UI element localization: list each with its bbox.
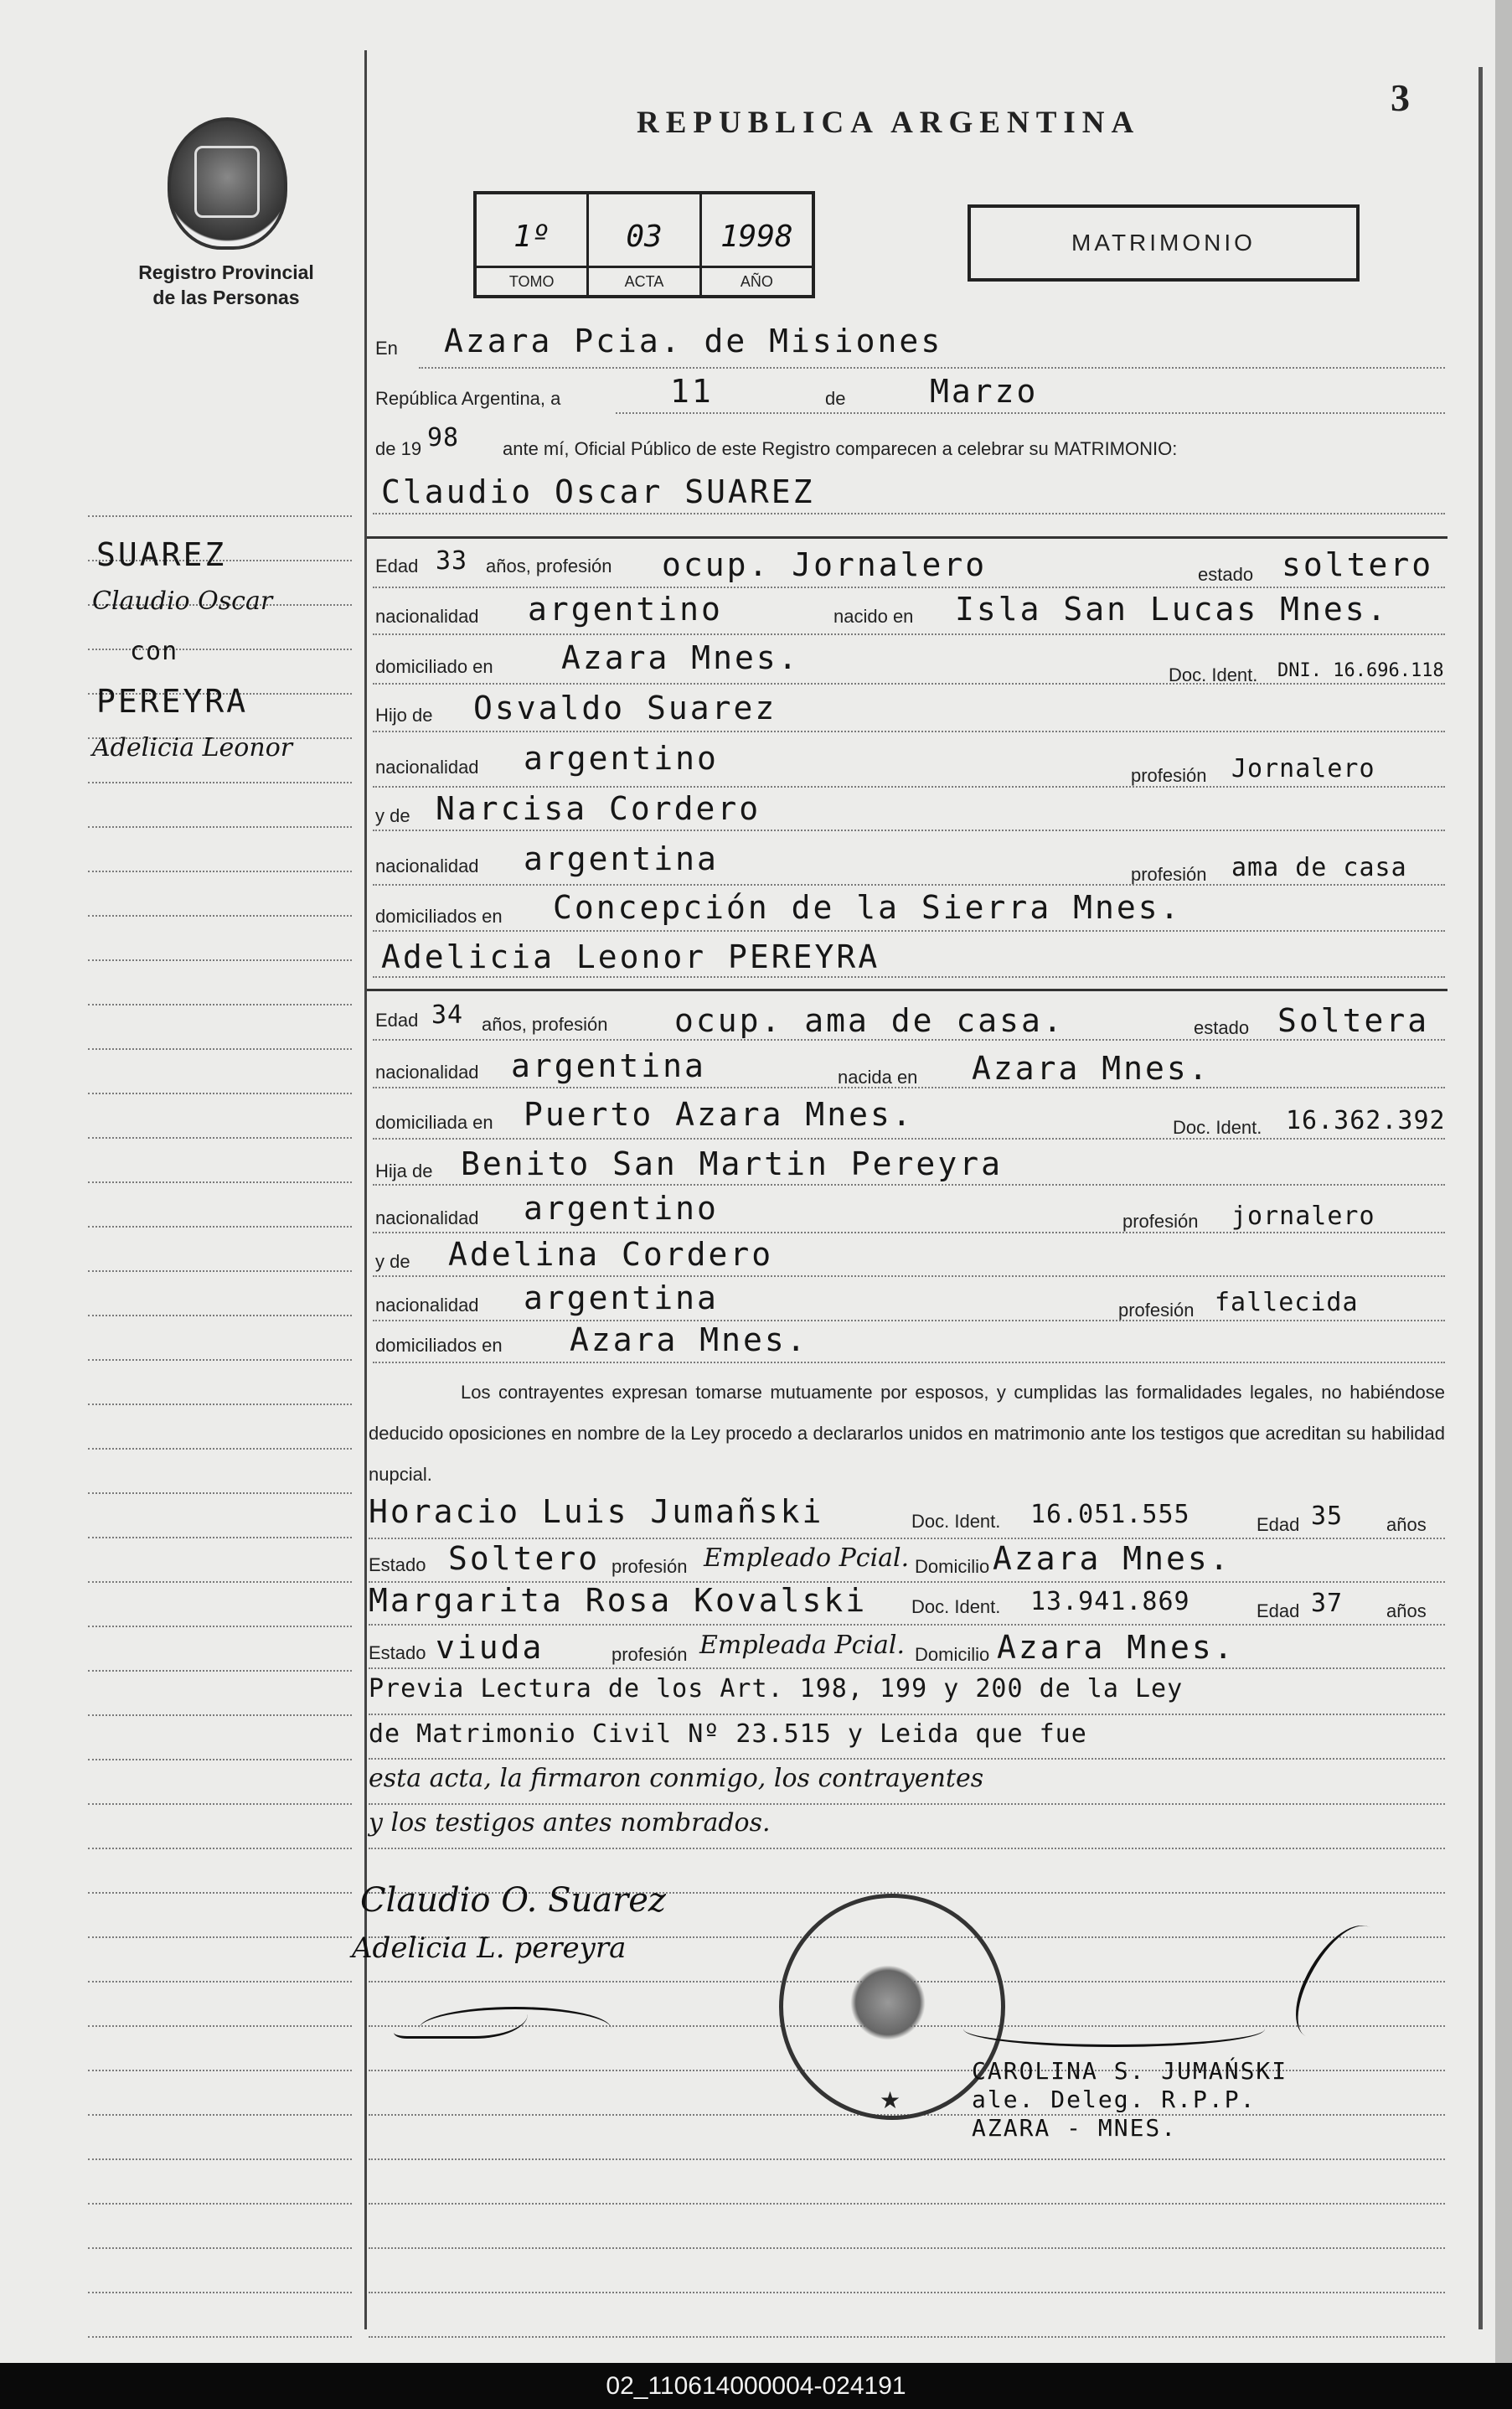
bride-edad-label: Edad	[375, 1010, 419, 1031]
margin-rule-line	[88, 1892, 352, 1894]
stamp-emblem-icon	[850, 1965, 926, 2040]
margin-rule-line	[88, 1848, 352, 1849]
bride-age: 34	[431, 1000, 464, 1030]
bride-nacida-label: nacida en	[838, 1067, 918, 1088]
bride-father-label: Hija de	[375, 1161, 433, 1181]
bride-mother-nationality: argentina	[524, 1279, 719, 1316]
witness1-marital-status: Soltero	[448, 1540, 601, 1577]
en-label: En	[375, 338, 398, 359]
closing-note-line3: esta acta, la firmaron conmigo, los contrayentes	[369, 1764, 984, 1793]
margin-rule-line	[88, 1714, 352, 1716]
bride-father-name: Benito San Martin Pereyra	[461, 1145, 1003, 1182]
record-reference-box	[473, 191, 815, 298]
groom-parents-domicile-label: domiciliados en	[375, 906, 503, 927]
bride-marital-status: Soltera	[1277, 1002, 1430, 1039]
provincial-seal-icon	[168, 117, 287, 250]
margin-note-line4: PEREYRA	[96, 683, 249, 720]
witness1-profesion-label: profesión	[612, 1556, 688, 1577]
groom-mother-nationality: argentina	[524, 840, 719, 877]
bride-mother-label: y de	[375, 1251, 410, 1272]
groom-profession: ocup. Jornalero	[662, 546, 988, 583]
bride-doc-number: 16.362.392	[1286, 1106, 1446, 1135]
margin-rule-line	[88, 1093, 352, 1094]
margin-rule-line	[88, 1448, 352, 1450]
witness2-doc-label: Doc. Ident.	[911, 1596, 1001, 1617]
margin-rule-line	[88, 782, 352, 783]
witness2-profession: Empleada Pcial.	[699, 1631, 906, 1660]
bride-birthplace: Azara Mnes.	[972, 1050, 1210, 1087]
signature-rule-line	[369, 2292, 1445, 2293]
bride-parents-domicile-label: domiciliados en	[375, 1335, 503, 1356]
bride-nationality: argentina	[511, 1047, 706, 1084]
republica-label: República Argentina, a	[375, 388, 561, 409]
groom-profesion-label: años, profesión	[486, 556, 612, 576]
bride-mother-name: Adelina Cordero	[448, 1236, 774, 1273]
margin-rule-line	[88, 1936, 352, 1938]
witness2-profesion-label: profesión	[612, 1644, 688, 1665]
tomo-label: TOMO	[477, 266, 586, 295]
bride-mother-profession: fallecida	[1215, 1288, 1359, 1317]
margin-rule-line	[88, 1048, 352, 1050]
margin-rule-line	[88, 2114, 352, 2116]
de-label: de	[825, 388, 846, 409]
bride-profession: ocup. ama de casa.	[674, 1002, 1065, 1039]
margin-rule-line	[88, 1803, 352, 1805]
ano-cell	[702, 194, 812, 295]
day-value: 11	[670, 373, 714, 410]
witness1-estado-label: Estado	[369, 1554, 426, 1575]
acta-value: 03	[626, 220, 663, 254]
acta-cell	[589, 194, 701, 295]
groom-marital-status: soltero	[1282, 546, 1434, 583]
margin-rule-line	[88, 915, 352, 917]
groom-nationality: argentino	[528, 591, 723, 628]
witness2-marital-status: viuda	[436, 1629, 544, 1666]
groom-father-nationality: argentino	[524, 740, 719, 777]
witness1-edad-label: Edad	[1257, 1514, 1300, 1535]
groom-mother-profession: ama de casa	[1231, 853, 1407, 882]
year-suffix: 98	[427, 423, 460, 452]
margin-rule-line	[88, 871, 352, 872]
witness1-anos-label: años	[1386, 1514, 1427, 1535]
margin-rule-line	[88, 826, 352, 828]
margin-rule-line	[88, 2025, 352, 2027]
bride-mother-profesion-label: profesión	[1118, 1300, 1195, 1321]
margin-rule-line	[88, 649, 352, 650]
groom-mother-label: y de	[375, 805, 410, 826]
witness2-name: Margarita Rosa Kovalski	[369, 1582, 868, 1619]
margin-rule-line	[88, 1270, 352, 1272]
witness1-profession: Empleado Pcial.	[704, 1543, 910, 1573]
margin-rule-line	[88, 1404, 352, 1405]
margin-rule-line	[88, 959, 352, 961]
bride-mother-nacionalidad-label: nacionalidad	[375, 1295, 479, 1316]
bride-domicile: Puerto Azara Mnes.	[524, 1096, 914, 1133]
margin-rule-line	[88, 1137, 352, 1139]
tomo-value: 1º	[513, 220, 550, 254]
witness2-domicilio-label: Domicilio	[915, 1644, 990, 1665]
bride-domiciliada-label: domiciliada en	[375, 1112, 493, 1133]
groom-domicile: Azara Mnes.	[561, 639, 800, 676]
scan-footer-code: 02_110614000004-024191	[0, 2363, 1512, 2409]
groom-father-name: Osvaldo Suarez	[473, 690, 777, 726]
witness2-domicile: Azara Mnes.	[997, 1629, 1236, 1666]
margin-rule-line	[88, 1226, 352, 1228]
bride-full-name: Adelicia Leonor PEREYRA	[381, 938, 880, 975]
margin-rule-line	[88, 2247, 352, 2249]
margin-rule-line	[88, 2203, 352, 2205]
groom-mother-profesion-label: profesión	[1131, 864, 1207, 885]
signature-rule-line	[369, 2158, 1445, 2160]
witness1-domicile: Azara Mnes.	[993, 1540, 1231, 1577]
margin-rule-line	[88, 2158, 352, 2160]
witness1-age: 35	[1311, 1502, 1344, 1531]
document-kind-box: MATRIMONIO	[968, 204, 1360, 282]
tomo-cell	[477, 194, 589, 295]
groom-mother-nacionalidad-label: nacionalidad	[375, 856, 479, 876]
closing-note-line4: y los testigos antes nombrados.	[369, 1808, 771, 1838]
margin-rule-line	[88, 1537, 352, 1538]
groom-birthplace: Isla San Lucas Mnes.	[955, 591, 1389, 628]
bride-profesion-label: años, profesión	[482, 1014, 608, 1035]
witness2-edad-label: Edad	[1257, 1600, 1300, 1621]
registry-name	[117, 260, 335, 310]
groom-father-profesion-label: profesión	[1131, 765, 1207, 786]
bride-doc-label: Doc. Ident.	[1173, 1117, 1262, 1138]
margin-rule-line	[88, 1759, 352, 1760]
official-name: CAROLINA S. JUMAŃSKI	[972, 2057, 1288, 2085]
signature-witness-scribble-2	[419, 2007, 612, 2051]
ano-value: 1998	[720, 220, 793, 254]
groom-nacido-label: nacido en	[833, 606, 914, 627]
ano-label: AÑO	[702, 266, 812, 295]
groom-full-name: Claudio Oscar SUAREZ	[381, 473, 815, 510]
margin-note-line1: SUAREZ	[96, 536, 227, 573]
country-title: REPUBLICA ARGENTINA	[637, 106, 1141, 140]
bride-parents-domicile: Azara Mnes.	[570, 1321, 808, 1358]
bride-father-profesion-label: profesión	[1122, 1211, 1199, 1232]
margin-rule-line	[88, 1359, 352, 1361]
groom-age: 33	[436, 546, 468, 576]
month-value: Marzo	[930, 373, 1039, 410]
groom-domiciliado-label: domiciliado en	[375, 656, 493, 677]
witness2-age: 37	[1311, 1589, 1344, 1618]
margin-rule-line	[88, 2292, 352, 2293]
page-edge-shadow	[1495, 0, 1512, 2363]
margin-rule-line	[88, 1670, 352, 1672]
witness1-domicilio-label: Domicilio	[915, 1556, 990, 1577]
acta-label: ACTA	[589, 266, 699, 295]
witness1-doc-number: 16.051.555	[1030, 1500, 1190, 1529]
signature-rule-line	[369, 2247, 1445, 2249]
margin-note-line2: Claudio Oscar	[92, 587, 273, 616]
page-number: 3	[1391, 76, 1410, 119]
groom-nacionalidad-label: nacionalidad	[375, 606, 479, 627]
year-prefix: de 19	[375, 438, 422, 459]
witness2-anos-label: años	[1386, 1600, 1427, 1621]
groom-doc-number: DNI. 16.696.118	[1277, 660, 1444, 681]
witness2-estado-label: Estado	[369, 1642, 426, 1663]
closing-note-line1: Previa Lectura de los Art. 198, 199 y 200 de la Ley	[369, 1674, 1184, 1703]
witness1-name: Horacio Luis Jumañski	[369, 1493, 824, 1530]
groom-father-profession: Jornalero	[1231, 754, 1375, 783]
margin-rule-line	[88, 1981, 352, 1983]
margin-rule-line	[88, 1004, 352, 1005]
margin-rule-line	[88, 1581, 352, 1583]
intro-sentence: ante mí, Oficial Público de este Registro comparecen a celebrar su MATRIMONIO:	[503, 438, 1178, 459]
registry-name-line2: de las Personas	[152, 287, 300, 308]
page-right-border	[1478, 67, 1483, 2329]
signature-bride: Adelicia L. pereyra	[352, 1931, 627, 1965]
signature-rule-line	[369, 2336, 1445, 2338]
margin-divider	[364, 50, 367, 2329]
groom-edad-label: Edad	[375, 556, 419, 576]
margin-rule-line	[88, 515, 352, 517]
bride-father-nacionalidad-label: nacionalidad	[375, 1207, 479, 1228]
groom-father-label: Hijo de	[375, 705, 433, 726]
bride-estado-label: estado	[1194, 1017, 1250, 1038]
groom-doc-label: Doc. Ident.	[1169, 664, 1258, 685]
declaration-text: Los contrayentes expresan tomarse mutuamente por esposos, y cumplidas las formalidades legales, no habiéndose deducido oposiciones en nombre de la Ley procedo a declararlos unidos en matrimonio ante los testigos que acreditan su habilidad nupcial.	[369, 1382, 1445, 1485]
closing-note-line2: de Matrimonio Civil Nº 23.515 y Leida que fue	[369, 1719, 1087, 1749]
bride-father-nationality: argentino	[524, 1190, 719, 1227]
official-name-block	[972, 2057, 1288, 2143]
official-title: ale. Deleg. R.P.P.	[972, 2086, 1257, 2113]
groom-mother-name: Narcisa Cordero	[436, 790, 761, 827]
official-location: AZARA - MNES.	[972, 2114, 1178, 2142]
witness2-doc-number: 13.941.869	[1030, 1587, 1190, 1616]
registry-name-line1: Registro Provincial	[138, 261, 314, 283]
official-signature-stroke	[963, 2011, 1265, 2047]
groom-father-nacionalidad-label: nacionalidad	[375, 757, 479, 778]
stamp-star-icon: ★	[880, 2087, 901, 2113]
place-value: Azara Pcia. de Misiones	[444, 323, 943, 359]
signature-groom: Claudio O. Suarez	[360, 1881, 666, 1920]
margin-rule-line	[88, 1626, 352, 1627]
bride-nacionalidad-label: nacionalidad	[375, 1062, 479, 1083]
margin-note-line3: con	[130, 637, 178, 666]
groom-estado-label: estado	[1198, 564, 1254, 585]
witness1-doc-label: Doc. Ident.	[911, 1511, 1001, 1532]
margin-rule-line	[88, 1181, 352, 1183]
margin-rule-line	[88, 1315, 352, 1316]
signature-rule-line	[369, 2203, 1445, 2205]
margin-rule-line	[88, 2336, 352, 2338]
bride-father-profession: jornalero	[1231, 1202, 1375, 1231]
margin-rule-line	[88, 1492, 352, 1494]
groom-parents-domicile: Concepción de la Sierra Mnes.	[553, 889, 1182, 926]
margin-rule-line	[88, 2070, 352, 2071]
margin-note-line5: Adelicia Leonor	[92, 733, 293, 763]
